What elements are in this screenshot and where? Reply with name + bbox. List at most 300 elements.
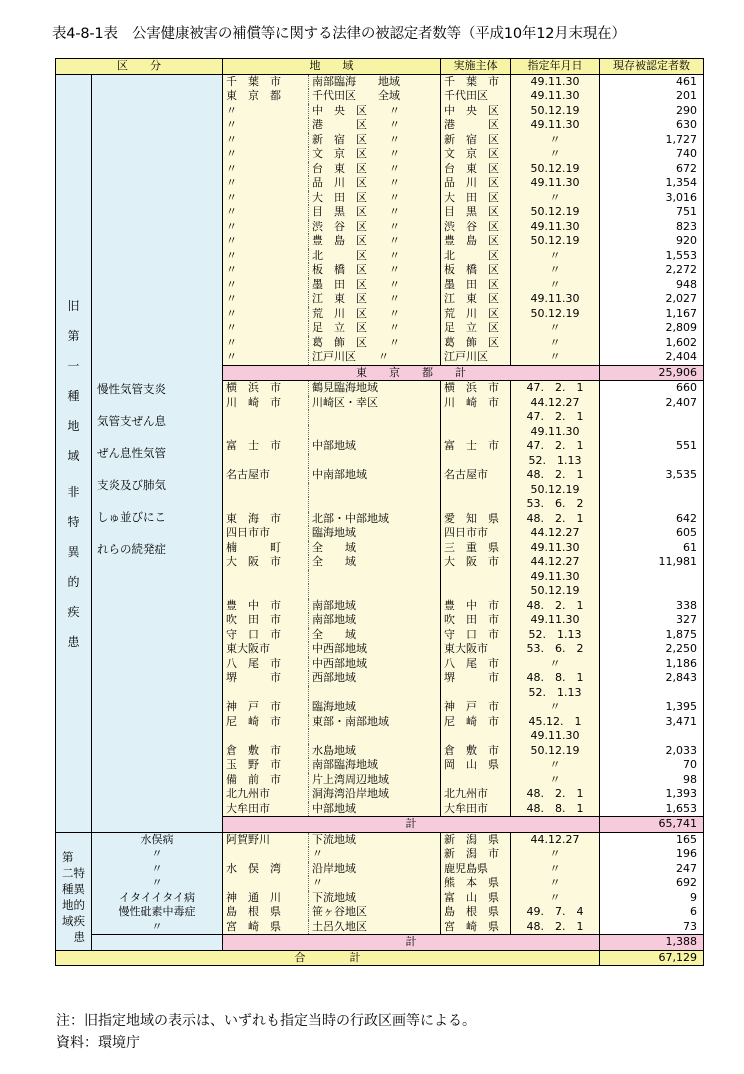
count-cell: 1,602 [600,336,704,351]
count-cell: 1,186 [600,657,704,672]
area-cell: 中南部地域 [309,468,441,483]
count-cell: 920 [600,234,704,249]
date-cell: 47. 2. 1 [511,439,600,454]
count-cell [600,497,704,512]
date-cell: 〃 [511,191,600,206]
area-cell: 豊 島 区 〃 [309,234,441,249]
city-cell: 豊 中 市 [223,599,309,614]
count-cell: 1,393 [600,787,704,802]
section2-disease: 〃 [92,847,223,862]
area-cell [309,425,441,440]
header-kubun: 区 分 [56,59,223,75]
agency-cell: 豊 島 区 [441,234,511,249]
city-cell: 〃 [223,118,309,133]
count-cell: 1,354 [600,176,704,191]
area-cell: 下流地域 [309,891,441,906]
agency-cell: 熊 本 県 [441,876,511,891]
section1-label-char: 第 [67,328,80,343]
agency-cell: 堺 市 [441,671,511,686]
city-cell: 〃 [223,292,309,307]
city-cell: 大 阪 市 [223,555,309,570]
city-cell: 川 崎 市 [223,396,309,411]
area-cell: 洞海湾沿岸地域 [309,787,441,802]
count-cell: 338 [600,599,704,614]
count-cell: 551 [600,439,704,454]
date-cell: 49.11.30 [511,220,600,235]
count-cell: 3,471 [600,715,704,730]
date-cell: 52. 1.13 [511,686,600,701]
section2-disease: 水俣病 [92,832,223,847]
count-cell: 2,404 [600,350,704,365]
date-cell: 〃 [511,657,600,672]
city-cell: 〃 [223,336,309,351]
count-cell: 73 [600,920,704,935]
date-cell: 49.11.30 [511,729,600,744]
agency-cell [441,686,511,701]
city-cell [223,570,309,585]
section2-label-char: 特 [73,865,85,880]
date-cell: 〃 [511,862,600,877]
certified-patients-table [55,58,704,966]
section2-label-char: 疾 [73,913,85,928]
agency-cell: 荒 川 区 [441,307,511,322]
date-cell: 53. 6. 2 [511,642,600,657]
agency-cell: 吹 田 市 [441,613,511,628]
agency-cell: 板 橋 区 [441,263,511,278]
area-cell: 水島地域 [309,744,441,759]
count-cell: 1,653 [600,802,704,817]
city-cell [223,425,309,440]
city-cell [223,584,309,599]
area-cell: 渋 谷 区 〃 [309,220,441,235]
date-cell: 49. 7. 4 [511,905,600,920]
city-cell: 〃 [223,205,309,220]
city-cell [223,497,309,512]
count-cell: 290 [600,104,704,119]
count-cell: 196 [600,847,704,862]
date-cell: 〃 [511,350,600,365]
tokyo-subtotal-label: 東 京 都 計 [223,365,600,381]
city-cell: 備 前 市 [223,773,309,788]
section1-label-char: 異 [67,544,80,559]
agency-cell: 大牟田市 [441,802,511,817]
header-row [56,59,704,75]
section1-label-char: 種 [67,388,80,403]
city-cell: 〃 [223,321,309,336]
city-cell: 〃 [223,147,309,162]
agency-cell: 新 宿 区 [441,133,511,148]
area-cell: 笹ヶ谷地区 [309,905,441,920]
count-cell [600,686,704,701]
date-cell: 49.11.30 [511,425,600,440]
section1-label-char: 非 [67,484,80,499]
count-cell: 201 [600,89,704,104]
area-cell: 沿岸地域 [309,862,441,877]
city-cell: 名古屋市 [223,468,309,483]
agency-cell: 葛 飾 区 [441,336,511,351]
date-cell: 〃 [511,773,600,788]
area-cell: 中 央 区 〃 [309,104,441,119]
section2-disease: 慢性砒素中毒症 [92,905,223,920]
area-cell: 〃 [309,876,441,891]
date-cell: 47. 2. 1 [511,381,600,396]
count-cell: 605 [600,526,704,541]
agency-cell: 港 区 [441,118,511,133]
area-cell [309,497,441,512]
section2-disease: イタイイタイ病 [92,891,223,906]
count-cell: 11,981 [600,555,704,570]
area-cell: 足 立 区 〃 [309,321,441,336]
date-cell: 44.12.27 [511,526,600,541]
city-cell [223,847,309,862]
grand-total-label: 合 計 [56,950,600,966]
date-cell: 48. 8. 1 [511,802,600,817]
agency-cell: 大 田 区 [441,191,511,206]
area-cell: 臨海地域 [309,700,441,715]
header-date: 指定年月日 [511,59,600,75]
city-cell: 神 通 川 [223,891,309,906]
count-cell [600,425,704,440]
count-cell: 2,027 [600,292,704,307]
agency-cell: 三 重 県 [441,541,511,556]
count-cell: 751 [600,205,704,220]
agency-cell: 川 崎 市 [441,396,511,411]
city-cell [223,483,309,498]
area-cell [309,584,441,599]
count-cell: 630 [600,118,704,133]
area-cell: 新 宿 区 〃 [309,133,441,148]
area-cell: 港 区 〃 [309,118,441,133]
date-cell: 44.12.27 [511,555,600,570]
section2-subtotal-label: 計 [223,935,600,951]
area-cell [309,483,441,498]
section2-disease-blank [92,935,223,951]
city-cell [223,686,309,701]
area-cell: 全 域 [309,555,441,570]
agency-cell: 目 黒 区 [441,205,511,220]
count-cell: 61 [600,541,704,556]
agency-cell: 岡 山 県 [441,758,511,773]
count-cell: 660 [600,381,704,396]
area-cell: 千代田区 全域 [309,89,441,104]
date-cell: 48. 2. 1 [511,599,600,614]
area-cell: 北 区 〃 [309,249,441,264]
agency-cell: 北 区 [441,249,511,264]
area-cell: 南部臨海地域 [309,758,441,773]
city-cell: 東大阪市 [223,642,309,657]
agency-cell: 富 山 県 [441,891,511,906]
city-cell: 阿賀野川 [223,832,309,847]
count-cell: 1,727 [600,133,704,148]
section1-label-text [59,75,88,657]
city-cell [223,876,309,891]
count-cell: 2,250 [600,642,704,657]
header-shutai: 実施主体 [441,59,511,75]
city-cell: 東 海 市 [223,512,309,527]
date-cell: 〃 [511,758,600,773]
agency-cell: 大 阪 市 [441,555,511,570]
section2-label-char: 的 [73,897,85,912]
date-cell: 〃 [511,321,600,336]
agency-cell: 渋 谷 区 [441,220,511,235]
count-cell [600,729,704,744]
count-cell: 3,535 [600,468,704,483]
agency-cell: 尼 崎 市 [441,715,511,730]
city-cell [223,454,309,469]
agency-cell: 鹿児島県 [441,862,511,877]
date-cell: 〃 [511,847,600,862]
city-cell: 尼 崎 市 [223,715,309,730]
date-cell: 49.11.30 [511,118,600,133]
table-row [56,876,704,891]
footnote: 注：旧指定地域の表示は、いずれも指定当時の行政区画等による。 [56,1013,476,1029]
section1-label-char: 患 [67,634,80,649]
count-cell [600,454,704,469]
agency-cell: 新 潟 市 [441,847,511,862]
section1-subtotal-value: 65,741 [600,817,704,833]
date-cell: 50.12.19 [511,584,600,599]
city-cell: 〃 [223,162,309,177]
area-cell: 中西部地域 [309,642,441,657]
section2-label-char: 域 [62,913,74,928]
disease-name: れらの続発症 [97,541,166,556]
area-cell: 川崎区・幸区 [309,396,441,411]
date-cell: 50.12.19 [511,307,600,322]
table-row [56,74,704,89]
area-cell: 江 東 区 〃 [309,292,441,307]
city-cell: 〃 [223,307,309,322]
city-cell: 〃 [223,263,309,278]
section2-subtotal-row [56,935,704,951]
area-cell: 文 京 区 〃 [309,147,441,162]
section2-label-char: 地 [62,897,74,912]
table-row [56,832,704,847]
count-cell: 1,553 [600,249,704,264]
agency-cell: 品 川 区 [441,176,511,191]
agency-cell: 倉 敷 市 [441,744,511,759]
area-cell: 墨 田 区 〃 [309,278,441,293]
agency-cell: 東大阪市 [441,642,511,657]
area-cell: 中西部地域 [309,657,441,672]
area-cell: 江戸川区 〃 [309,350,441,365]
date-cell: 48. 8. 1 [511,671,600,686]
area-cell: 片上湾周辺地域 [309,773,441,788]
agency-cell [441,497,511,512]
table-row [56,862,704,877]
count-cell: 2,809 [600,321,704,336]
date-cell: 52. 1.13 [511,454,600,469]
agency-cell: 江 東 区 [441,292,511,307]
city-cell: 大牟田市 [223,802,309,817]
count-cell: 3,016 [600,191,704,206]
grand-total-value: 67,129 [600,950,704,966]
disease-name: 支炎及び肺気 [97,477,166,492]
area-cell [309,454,441,469]
area-cell: 中部地域 [309,802,441,817]
area-cell: 下流地域 [309,832,441,847]
section1-subtotal-label: 計 [223,817,600,833]
date-cell: 49.11.30 [511,613,600,628]
city-cell: 宮 崎 県 [223,920,309,935]
area-cell: 台 東 区 〃 [309,162,441,177]
date-cell: 49.11.30 [511,176,600,191]
header-count: 現存被認定者数 [600,59,704,75]
city-cell: 北九州市 [223,787,309,802]
date-cell: 〃 [511,249,600,264]
count-cell: 2,843 [600,671,704,686]
city-cell: 千 葉 市 [223,74,309,89]
city-cell: 島 根 県 [223,905,309,920]
date-cell: 〃 [511,336,600,351]
agency-cell [441,483,511,498]
count-cell: 2,033 [600,744,704,759]
source: 資料：環境庁 [56,1035,140,1051]
agency-cell: 台 東 区 [441,162,511,177]
section1-diseases-text [95,75,219,565]
area-cell: 南部臨海 地域 [309,74,441,89]
area-cell: 〃 [309,847,441,862]
agency-cell: 墨 田 区 [441,278,511,293]
count-cell: 70 [600,758,704,773]
agency-cell [441,584,511,599]
count-cell: 948 [600,278,704,293]
date-cell: 52. 1.13 [511,628,600,643]
area-cell: 土呂久地区 [309,920,441,935]
count-cell: 823 [600,220,704,235]
city-cell: 守 口 市 [223,628,309,643]
section2-label-char: 第 [62,849,74,864]
area-cell [309,570,441,585]
grand-total-row [56,950,704,966]
city-cell: 東 京 都 [223,89,309,104]
section2-label [56,832,92,950]
date-cell: 48. 2. 1 [511,787,600,802]
area-cell [309,729,441,744]
city-cell: 〃 [223,249,309,264]
count-cell [600,570,704,585]
count-cell: 165 [600,832,704,847]
date-cell: 〃 [511,891,600,906]
disease-name: ぜん息性気管 [97,445,166,460]
date-cell: 49.11.30 [511,89,600,104]
area-cell: 荒 川 区 〃 [309,307,441,322]
agency-cell: 江戸川区 [441,350,511,365]
city-cell: 〃 [223,176,309,191]
section2-label-wrap [56,833,91,945]
agency-cell [441,410,511,425]
section2-label-char: 異 [73,881,85,896]
city-cell: 〃 [223,220,309,235]
section1-label [56,74,92,832]
date-cell: 50.12.19 [511,205,600,220]
agency-cell: 島 根 県 [441,905,511,920]
count-cell: 1,875 [600,628,704,643]
date-cell: 49.11.30 [511,292,600,307]
agency-cell: 宮 崎 県 [441,920,511,935]
count-cell [600,410,704,425]
header-chiiki: 地 域 [223,59,441,75]
area-cell [309,686,441,701]
city-cell: 富 士 市 [223,439,309,454]
area-cell: 南部地域 [309,599,441,614]
area-cell: 南部地域 [309,613,441,628]
count-cell: 642 [600,512,704,527]
area-cell: 西部地域 [309,671,441,686]
disease-name: しゅ並びにこ [97,509,166,524]
city-cell: 八 尾 市 [223,657,309,672]
agency-cell: 八 尾 市 [441,657,511,672]
city-cell: 水 俣 湾 [223,862,309,877]
tokyo-subtotal-value: 25,906 [600,365,704,381]
section2-label-char: 種 [62,881,74,896]
count-cell [600,584,704,599]
date-cell: 49.11.30 [511,570,600,585]
section2-disease: 〃 [92,862,223,877]
area-cell: 大 田 区 〃 [309,191,441,206]
area-cell [309,410,441,425]
date-cell: 44.12.27 [511,396,600,411]
table-row [56,920,704,935]
date-cell: 53. 6. 2 [511,497,600,512]
section2-label-col1 [62,849,74,945]
agency-cell: 中 央 区 [441,104,511,119]
agency-cell: 千 葉 市 [441,74,511,89]
table-row [56,891,704,906]
city-cell [223,410,309,425]
agency-cell: 豊 中 市 [441,599,511,614]
agency-cell: 横 浜 市 [441,381,511,396]
disease-name: 気管支ぜん息 [97,413,166,428]
city-cell: 神 戸 市 [223,700,309,715]
section1-label-char: 地 [67,418,80,433]
count-cell: 2,272 [600,263,704,278]
city-cell: 吹 田 市 [223,613,309,628]
date-cell: 〃 [511,133,600,148]
count-cell: 1,167 [600,307,704,322]
city-cell: 〃 [223,191,309,206]
section1-label-char: 的 [67,574,80,589]
agency-cell: 神 戸 市 [441,700,511,715]
agency-cell: 足 立 区 [441,321,511,336]
date-cell: 〃 [511,700,600,715]
section2-label-char: 患 [73,929,85,944]
area-cell: 臨海地域 [309,526,441,541]
area-cell: 中部地域 [309,439,441,454]
date-cell: 50.12.19 [511,234,600,249]
date-cell: 〃 [511,278,600,293]
count-cell: 98 [600,773,704,788]
date-cell: 49.11.30 [511,541,600,556]
area-cell: 全 域 [309,628,441,643]
agency-cell [441,425,511,440]
agency-cell: 愛 知 県 [441,512,511,527]
count-cell: 672 [600,162,704,177]
date-cell: 48. 2. 1 [511,920,600,935]
area-cell: 品 川 区 〃 [309,176,441,191]
agency-cell: 北九州市 [441,787,511,802]
area-cell: 鶴見臨海地域 [309,381,441,396]
count-cell: 740 [600,147,704,162]
date-cell: 49.11.30 [511,74,600,89]
agency-cell: 文 京 区 [441,147,511,162]
count-cell: 461 [600,74,704,89]
count-cell: 327 [600,613,704,628]
count-cell: 6 [600,905,704,920]
date-cell: 〃 [511,263,600,278]
count-cell: 692 [600,876,704,891]
section2-disease: 〃 [92,876,223,891]
section1-label-char: 疾 [67,604,80,619]
